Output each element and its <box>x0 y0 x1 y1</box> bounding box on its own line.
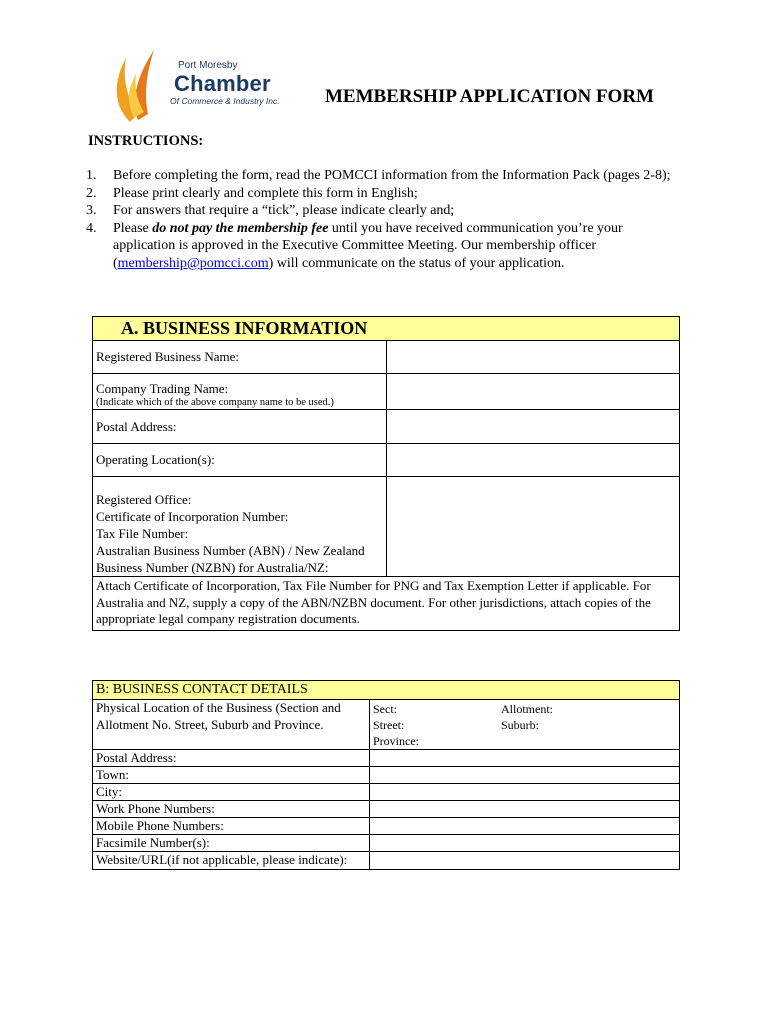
abn-nzbn-label: Australian Business Number (ABN) / New Zealand Business Number (NZBN) for Australia/NZ: <box>96 543 365 575</box>
mobile-phone-label: Mobile Phone Numbers: <box>93 818 370 835</box>
physical-location-label: Physical Location of the Business (Section and Allotment No. Street, Suburb and Province. <box>93 700 370 750</box>
mobile-phone-field[interactable] <box>370 818 680 835</box>
logo-line-2: Chamber <box>174 71 271 96</box>
section-a-heading: A. BUSINESS INFORMATION <box>93 317 680 341</box>
instruction-item: 4. Please do not pay the membership fee until you have received communication you’re your application is approved in the Executive Committee Meeting. Our membership officer (membership@pomcci.com) will communicate on the status of your application. <box>86 220 623 271</box>
trading-name-label: Company Trading Name: (Indicate which of the above company name to be used.) <box>93 374 387 410</box>
website-label: Website/URL(if not applicable, please indicate): <box>93 852 370 870</box>
postal-address-field[interactable] <box>370 750 680 767</box>
allotment-label: Allotment: <box>501 702 553 716</box>
instructions-list <box>86 167 686 272</box>
suburb-label: Suburb: <box>501 718 540 732</box>
facsimile-field[interactable] <box>370 835 680 852</box>
trading-name-note: (Indicate which of the above company name to be used.) <box>96 397 334 408</box>
physical-location-fields[interactable] <box>370 700 680 750</box>
instruction-item: 1. Before completing the form, read the POMCCI information from the Information Pack (pages 2-8); <box>86 168 671 183</box>
sect-label: Sect: <box>373 702 397 716</box>
website-field[interactable] <box>370 852 680 870</box>
registration-field[interactable] <box>387 477 680 577</box>
tax-file-number-label: Tax File Number: <box>96 526 189 541</box>
section-b-heading: B: BUSINESS CONTACT DETAILS <box>93 681 680 700</box>
registered-name-label: Registered Business Name: <box>93 341 387 374</box>
street-label: Street: <box>373 718 405 732</box>
registered-office-label: Registered Office: <box>96 492 192 507</box>
town-label: Town: <box>93 767 370 784</box>
attach-note: Attach Certificate of Incorporation, Tax File Number for PNG and Tax Exemption Letter if applicable. For Australia and NZ, supply a copy of the ABN/NZBN document. For other jurisdictions, attach copies of the appropriate legal company registration documents. <box>93 577 680 631</box>
city-label: City: <box>93 784 370 801</box>
instructions-heading: INSTRUCTIONS: <box>88 133 204 149</box>
work-phone-label: Work Phone Numbers: <box>93 801 370 818</box>
registration-labels <box>93 477 387 577</box>
logo-line-1: Port Moresby <box>178 60 238 71</box>
fee-warning: do not pay the membership fee <box>152 220 329 236</box>
instruction-item: 2. Please print clearly and complete this form in English; <box>86 185 418 201</box>
postal-address-label: Postal Address: <box>93 410 387 444</box>
operating-locations-label: Operating Location(s): <box>93 444 387 477</box>
chamber-logo <box>108 44 288 124</box>
town-field[interactable] <box>370 767 680 784</box>
form-title: MEMBERSHIP APPLICATION FORM <box>325 86 654 107</box>
flame-icon <box>108 44 168 124</box>
postal-address-label: Postal Address: <box>93 750 370 767</box>
province-label: Province: <box>373 734 419 748</box>
postal-address-field[interactable] <box>387 410 680 444</box>
registered-name-field[interactable] <box>387 341 680 374</box>
business-contact-table <box>92 680 680 870</box>
facsimile-label: Facsimile Number(s): <box>93 835 370 852</box>
instruction-item: 3. For answers that require a “tick”, please indicate clearly and; <box>86 203 455 218</box>
membership-email-link[interactable]: membership@pomcci.com <box>117 255 269 271</box>
operating-locations-field[interactable] <box>387 444 680 477</box>
trading-name-field[interactable] <box>387 374 680 410</box>
business-information-table <box>92 316 680 631</box>
certificate-number-label: Certificate of Incorporation Number: <box>96 509 289 524</box>
logo-line-3: Of Commerce & Industry Inc. <box>170 96 280 106</box>
work-phone-field[interactable] <box>370 801 680 818</box>
city-field[interactable] <box>370 784 680 801</box>
